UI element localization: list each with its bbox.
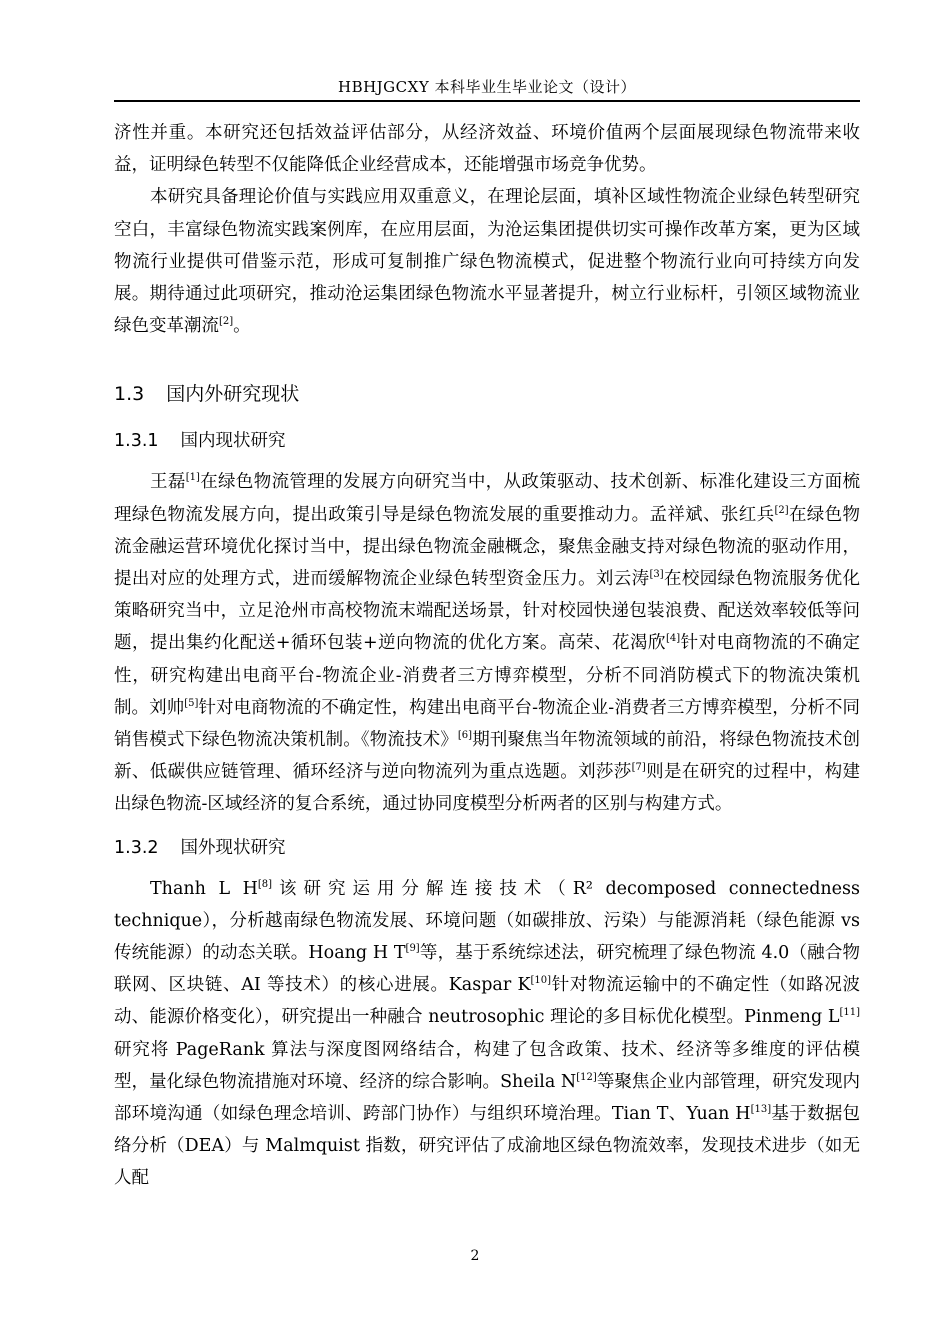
section-number: 1.3 (114, 383, 145, 406)
paragraph-continuation: 济性并重。本研究还包括效益评估部分，从经济效益、环境价值两个层面展现绿色物流带来收益，证明绿色转型不仅能降低企业经营成本，还能增强市场竞争优势。 (114, 123, 860, 176)
section-heading (114, 380, 860, 408)
page-number: 2 (470, 1248, 480, 1264)
section-title: 国内外研究现状 (166, 383, 300, 406)
citation-marker: [1] (185, 472, 200, 484)
citation-2: [2] (219, 316, 234, 328)
paragraph-significance: 本研究具备理论价值与实践应用双重意义，在理论层面，填补区域性物流企业绿色转型研究空白，丰富绿色物流实践案例库，在应用层面，为沧运集团提供切实可操作改革方案，更为区域物流行业提供可借鉴示范，形成可复制推广绿色物流模式，促进整个物流行业向可持续方向发展。期待通过此项研究，推动沧运集团绿色物流水平显著提升，树立行业标杆，引领区域物流业绿色变革潮流[2]。 (114, 187, 860, 337)
citation-marker: [8] (257, 878, 273, 890)
page-body (114, 117, 860, 1195)
citation-marker: [2] (774, 504, 789, 516)
citation-marker: [12] (576, 1071, 597, 1083)
subsection-heading-foreign (114, 835, 860, 861)
subsection-heading-domestic (114, 428, 860, 454)
paragraph-domestic-research: 王磊[1]在绿色物流管理的发展方向研究当中，从政策驱动、技术创新、标准化建设三方面梳理绿色物流发展方向，提出政策引导是绿色物流发展的重要推动力。孟祥斌、张红兵[2]在绿色物流金融运营环境优化探讨当中，提出绿色物流金融概念，聚焦金融支持对绿色物流的驱动作用，提出对应的处理方式，进而缓解物流企业绿色转型资金压力。刘云涛[3]在校园绿色物流服务优化策略研究当中，立足沧州市高校物流末端配送场景，针对校园快递包装浪费、配送效率较低等问题，提出集约化配送+循环包装+逆向物流的优化方案。高荣、花渴欣[4]针对电商物流的不确定性，研究构建出电商平台-物流企业-消费者三方博弈模型，分析不同消防模式下的物流决策机制。刘帅[5]针对电商物流的不确定性，构建出电商平台-物流企业-消费者三方博弈模型，分析不同销售模式下绿色物流决策机制。《物流技术》[6]期刊聚焦当年物流领域的前沿，将绿色物流技术创新、低碳供应链管理、循环经济与逆向物流列为重点选题。刘莎莎[7]则是在研究的过程中，构建出绿色物流-区域经济的复合系统，通过协同度模型分析两者的区别与构建方式。 (114, 472, 861, 815)
citation-marker: [7] (631, 762, 646, 774)
paragraph-foreign-research: Thanh L H[8]该研究运用分解连接技术（R² decomposed connectedness technique），分析越南绿色物流发展、环境问题（如碳排放、污染）与能源消耗（绿色能源 vs 传统能源）的动态关联。Hoang H T[9]等，基于系统综述法，研究梳理了绿色物流 4.0（融合物联网、区块链、AI 等技术）的核心进展。Kaspar K[10]针对物流运输中的不确定性（如路况波动、能源价格变化），研究提出一种融合 neutrosophic 理论的多目标优化模型。Pinmeng L[11]研究将 PageRank 算法与深度图网络结合，构建了包含政策、技术、经济等多维度的评估模型，量化绿色物流措施对环境、经济的综合影响。Sheila N[12]等聚焦企业内部管理，研究发现内部环境沟通（如绿色理念培训、跨部门协作）与组织环境治理。Tian T、Yuan H[13]基于数据包络分析（DEA）与 Malmquist 指数，研究评估了成渝地区绿色物流效率，发现技术进步（如无人配 (114, 878, 861, 1189)
running-header: HBHJGCXY 本科毕业生毕业论文（设计） (337, 78, 636, 96)
citation-marker: [3] (649, 569, 664, 581)
subsection-title: 国内现状研究 (180, 431, 286, 452)
subsection-number: 1.3.2 (114, 837, 159, 858)
citation-marker: [13] (750, 1104, 772, 1116)
citation-marker: [10] (530, 975, 552, 987)
citation-marker: [4] (665, 633, 681, 645)
subsection-title: 国外现状研究 (180, 837, 286, 858)
header-rule (114, 100, 860, 102)
paragraph-significance-text: 本研究具备理论价值与实践应用双重意义，在理论层面，填补区域性物流企业绿色转型研究空白，丰富绿色物流实践案例库，在应用层面，为沧运集团提供切实可操作改革方案，更为区域物流行业提供可借鉴示范，形成可复制推广绿色物流模式，促进整个物流行业向可持续方向发展。期待通过此项研究，推动沧运集团绿色物流水平显著提升，树立行业标杆，引领区域物流业绿色变革潮流 (114, 187, 860, 337)
subsection-number: 1.3.1 (114, 431, 159, 452)
citation-marker: [6] (457, 730, 473, 742)
citation-marker: [5] (184, 697, 199, 709)
citation-marker: [9] (405, 943, 420, 955)
citation-marker: [11] (839, 1007, 860, 1019)
